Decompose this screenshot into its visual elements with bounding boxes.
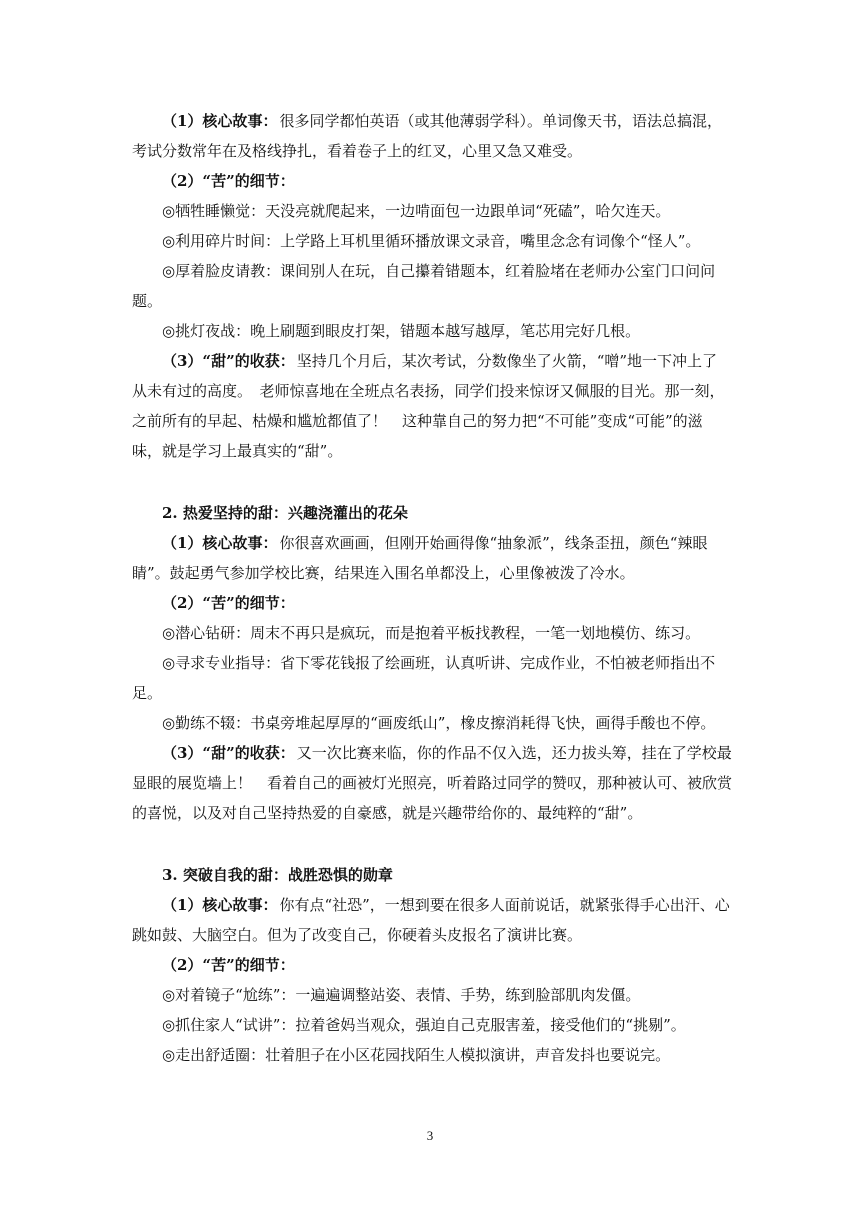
core-story-paragraph [132,528,732,588]
bitter-detail-item: ◎走出舒适圈：壮着胆子在小区花园找陌生人模拟演讲，声音发抖也要说完。 [162,1046,671,1064]
bitter-detail-item: ◎牺牲睡懒觉：天没亮就爬起来，一边啃面包一边跟单词“死磕”，哈欠连天。 [162,202,671,220]
bitter-detail-item: ◎潜心钻研：周末不再只是疯玩，而是抱着平板找教程，一笔一划地模仿、练习。 [162,624,701,642]
section-heading: 3. 突破自我的甜：战胜恐惧的勋章 [162,866,393,884]
sweet-harvest-paragraph [132,346,732,466]
bitter-detail-item: ◎挑灯夜战：晚上刷题到眼皮打架，错题本越写越厚，笔芯用完好几根。 [162,322,641,340]
bitter-details-label: （2）“苦”的细节： [162,172,295,190]
core-story-text: 你有点“社恐”，一想到要在很多人面前说话，就紧张得手心出汗、心跳如鼓、大脑空白。但为了改变自己，你硬着头皮报名了演讲比赛。 [132,896,730,944]
sweet-harvest-label: （3）“甜”的收获： [162,352,295,370]
bitter-details-label: （2）“苦”的细节： [162,956,295,974]
bitter-details-label: （2）“苦”的细节： [162,594,295,612]
page-number: 3 [426,1128,434,1143]
sweet-harvest-text: 又一次比赛来临，你的作品不仅入选，还力拔头筹，挂在了学校最显眼的展览墙上！ 看着自己的画被灯光照亮，听着路过同学的赞叹，那种被认可、被欣赏的喜悦，以及对自己坚持热爱的自豪感，就是兴趣带给你的、最纯粹的“甜”。 [132,744,733,822]
bitter-detail-item: ◎寻求专业指导：省下零花钱报了绘画班，认真听讲、完成作业，不怕被老师指出不足。 [132,654,716,702]
sweet-harvest-text: 坚持几个月后，某次考试，分数像坐了火箭，“噌”地一下冲上了从未有过的高度。 老师惊喜地在全班点名表扬，同学们投来惊讶又佩服的目光。那一刻，之前所有的早起、枯燥和尴尬都值了！ 这种靠自己的努力把“不可能”变成“可能”的滋味，就是学习上最真实的“甜”。 [132,352,725,460]
section-heading: 2. 热爱坚持的甜：兴趣浇灌出的花朵 [162,504,408,522]
core-story-paragraph [132,890,732,950]
document-body [132,106,732,1070]
core-story-label: （1）核心故事： [162,534,278,552]
core-story-text: 你很喜欢画画，但刚开始画得像“抽象派”，线条歪扭，颜色“辣眼睛”。鼓起勇气参加学校比赛，结果连入围名单都没上，心里像被泼了冷水。 [132,534,708,582]
bitter-detail-item: ◎抓住家人“试讲”：拉着爸妈当观众，强迫自己克服害羞，接受他们的“挑剔”。 [162,1016,686,1034]
core-story-text: 很多同学都怕英语（或其他薄弱学科）。单词像天书，语法总搞混，考试分数常年在及格线挣扎，看着卷子上的红叉，心里又急又难受。 [132,112,722,160]
bitter-detail-item: ◎对着镜子“尬练”：一遍遍调整站姿、表情、手势，练到脸部肌肉发僵。 [162,986,641,1004]
bitter-detail-item: ◎勤练不辍：书桌旁堆起厚厚的“画废纸山”，橡皮擦消耗得飞快，画得手酸也不停。 [162,714,716,732]
sweet-harvest-label: （3）“甜”的收获： [162,744,295,762]
core-story-label: （1）核心故事： [162,112,278,130]
bitter-detail-item: ◎利用碎片时间：上学路上耳机里循环播放课文录音，嘴里念念有词像个“怪人”。 [162,232,701,250]
sweet-harvest-paragraph [132,738,732,828]
bitter-detail-item: ◎厚着脸皮请教：课间别人在玩，自己攥着错题本，红着脸堵在老师办公室门口问问题。 [132,262,716,310]
core-story-label: （1）核心故事： [162,896,278,914]
core-story-paragraph [132,106,732,166]
